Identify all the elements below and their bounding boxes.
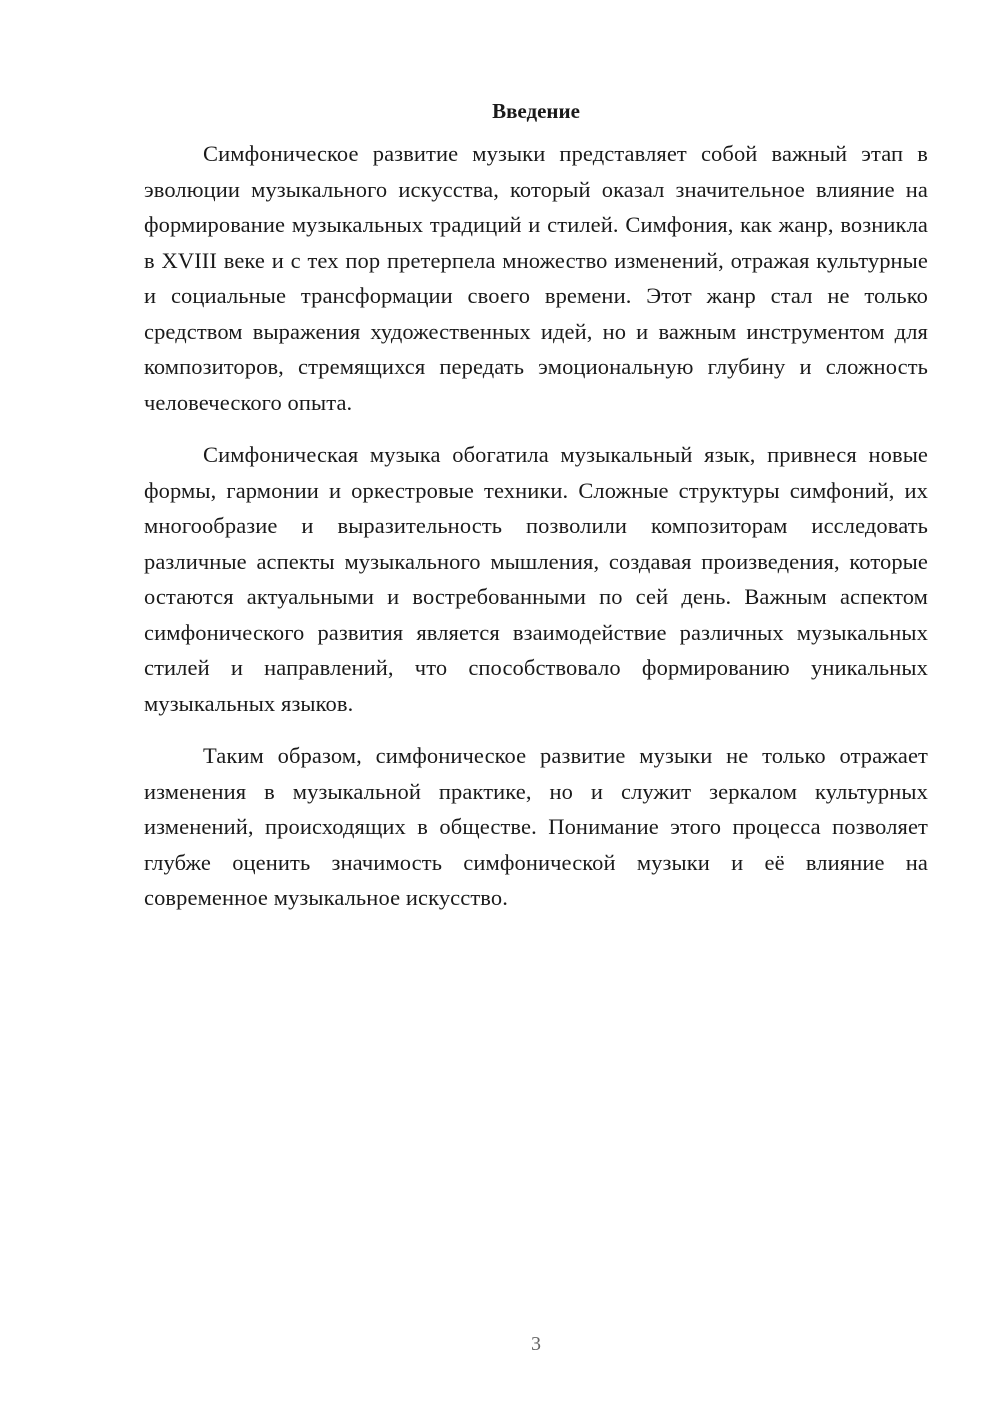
section-title: Введение — [492, 99, 580, 123]
page-number: 3 — [531, 1333, 541, 1355]
paragraph-2: Симфоническая музыка обогатила музыкальный язык, привнеся новые формы, гармонии и оркестровые техники. Сложные структуры симфоний, их многообразие и выразительность позволили композиторам исследовать различные аспекты музыкального мышления, создавая произведения, которые остаются актуальными и востребованными по сей день. Важным аспектом симфонического развития является взаимодействие различных музыкальных стилей и направлений, что способствовало формированию уникальных музыкальных языков. — [144, 442, 928, 716]
paragraph-1: Симфоническое развитие музыки представляет собой важный этап в эволюции музыкального искусства, который оказал значительное влияние на формирование музыкальных традиций и стилей. Симфония, как жанр, возникла в XVIII веке и с тех пор претерпела множество изменений, отражая культурные и социальные трансформации своего времени. Этот жанр стал не только средством выражения художественных идей, но и важным инструментом для композиторов, стремящихся передать эмоциональную глубину и сложность человеческого опыта. — [144, 141, 928, 415]
page-content — [144, 96, 928, 933]
paragraph-3: Таким образом, симфоническое развитие музыки не только отражает изменения в музыкальной практике, но и служит зеркалом культурных изменений, происходящих в обществе. Понимание этого процесса позволяет глубже оценить значимость симфонической музыки и её влияние на современное музыкальное искусство. — [144, 743, 928, 910]
